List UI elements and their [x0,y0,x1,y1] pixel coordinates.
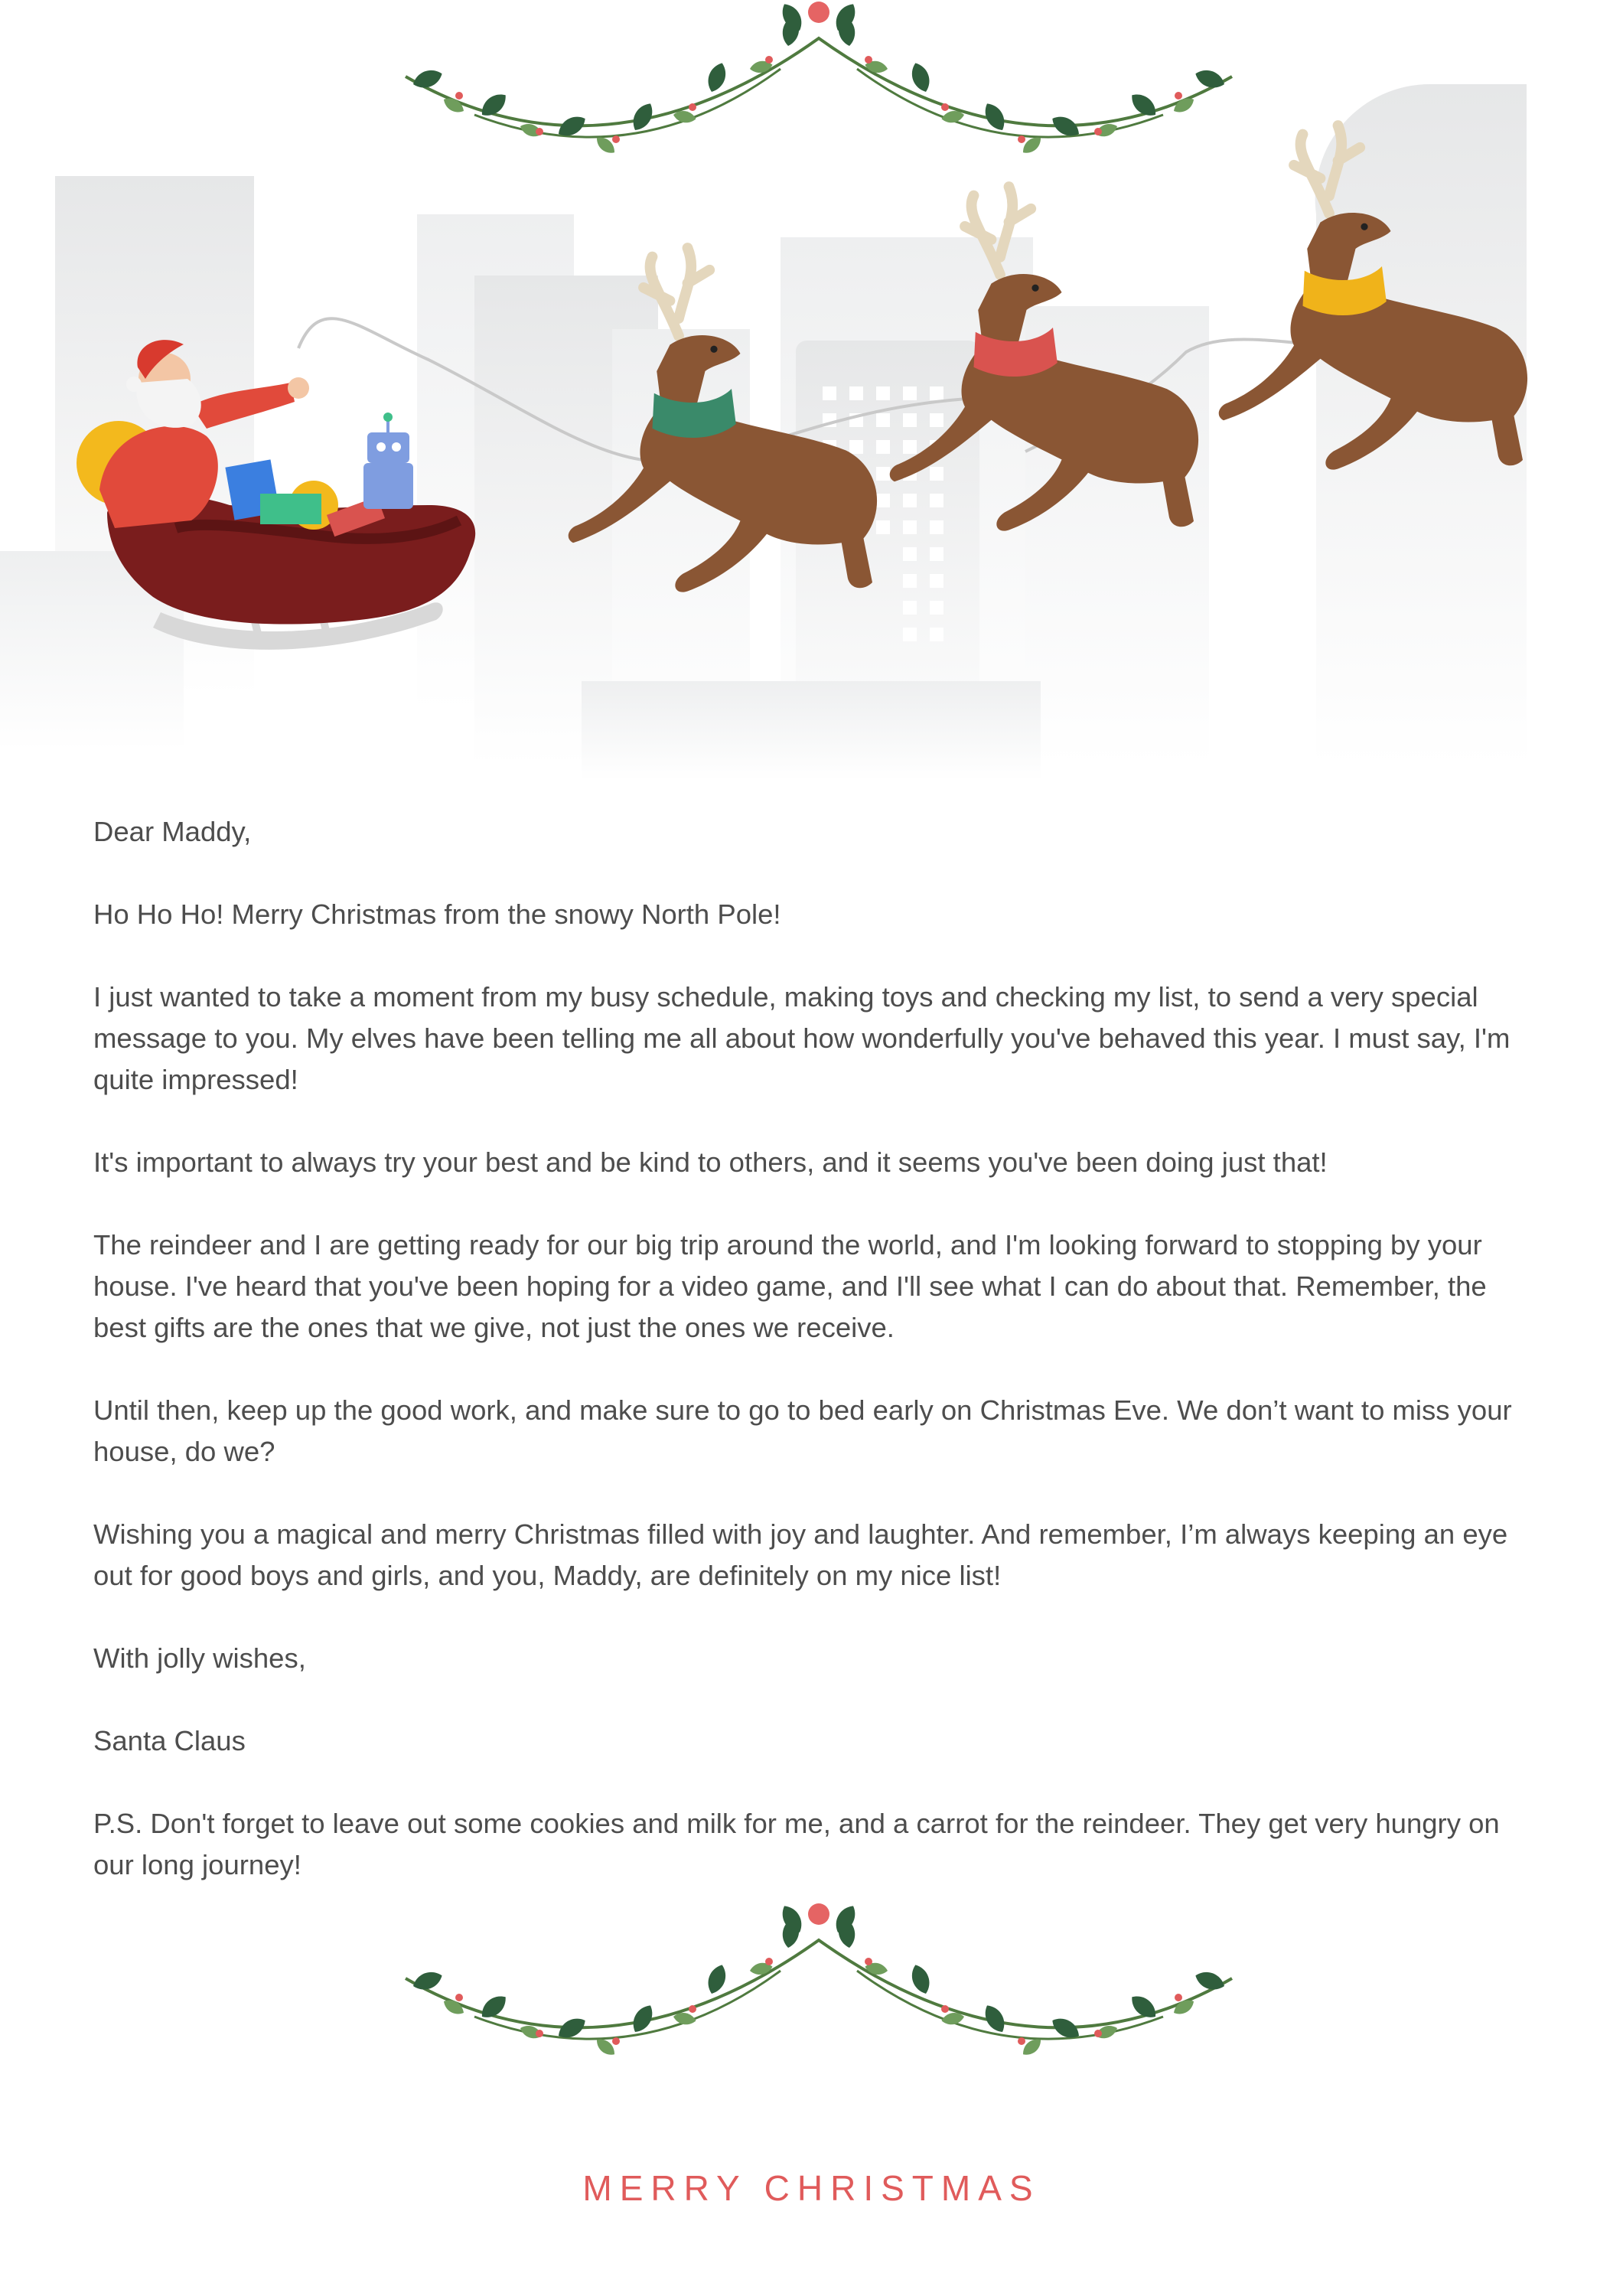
bottom-garland-decoration [383,1902,1255,2070]
letter-postscript: P.S. Don't forget to leave out some cookies and milk for me, and a carrot for the reindeer. They get very hungry on our long journey! [93,1808,1500,1880]
letter-paragraph: The reindeer and I are getting ready for our big trip around the world, and I'm looking forward to stopping by your house. I've heard that you've been hoping for a video game, and I'll see what I can do about that. Remember, the best gifts are the ones that we give, not just the ones we receive. [93,1229,1487,1343]
letter-paragraph: Wishing you a magical and merry Christmas filled with joy and laughter. And remember, I’m always keeping an eye out for good boys and girls, and you, Maddy, are definitely on my nice list! [93,1518,1508,1591]
santa-sleigh-illustration [0,77,1623,781]
letter-paragraph: Ho Ho Ho! Merry Christmas from the snowy North Pole! [93,899,781,930]
letter-paragraph: I just wanted to take a moment from my busy schedule, making toys and checking my list, to send a very special message to you. My elves have been telling me all about how wonderfully you've behaved this year. I must say, I'm quite impressed! [93,981,1511,1095]
merry-christmas-closing: MERRY CHRISTMAS [582,2168,1041,2208]
letter-paragraph: Until then, keep up the good work, and make sure to go to bed early on Christmas Eve. We don’t want to miss your house, do we? [93,1394,1512,1467]
letter-body [93,811,1532,1927]
letter-signoff: With jolly wishes, [93,1642,306,1674]
letter-signature: Santa Claus [93,1725,246,1756]
letter-paragraph: It's important to always try your best and be kind to others, and it seems you've been doing just that! [93,1146,1328,1178]
letter-greeting: Dear Maddy, [93,816,252,847]
robot-toy [363,413,413,509]
